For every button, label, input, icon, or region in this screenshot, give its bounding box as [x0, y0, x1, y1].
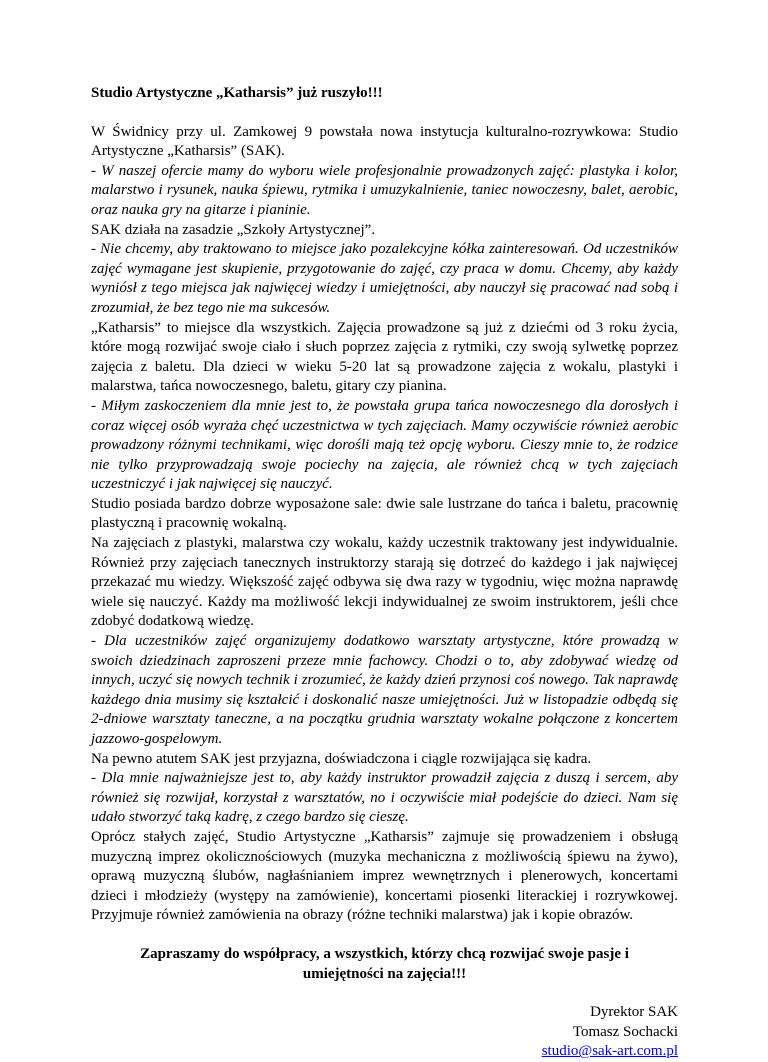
quote-expectations: - Nie chcemy, aby traktowano to miejsce jako pozalekcyjne kółka zainteresowań. Od uczestników zajęć wymagane jest skupienie, przygotowanie do zajęć, czy praca w domu. Chcemy, aby każdy wyniósł z tego miejsca jak najwięcej wiedzy i umiejętności, aby nauczył się pracować nad sobą i zrozumiał, że bez tego nie ma sukcesów.	[91, 241, 678, 316]
article-body	[91, 123, 678, 926]
paragraph-staff: Na pewno atutem SAK jest przyjazna, doświadczona i ciągle rozwijająca się kadra.	[91, 750, 592, 767]
paragraph-rooms: Studio posiada bardzo dobrze wyposażone sale: dwie sale lustrzane do tańca i baletu, pracownię plastyczną i pracownię wokalną.	[91, 495, 678, 532]
quote-instructors: - Dla mnie najważniejsze jest to, aby każdy instruktor prowadził zajęcia z duszą i sercem, aby również się rozwijał, korzystał z warsztatów, no i oczywiście miał podejście do dzieci. Nam się udało stworzyć taką kadrę, z czego bardzo się cieszę.	[91, 770, 678, 826]
paragraph-for-everyone: „Katharsis” to miejsce dla wszystkich. Zajęcia prowadzone są już z dziećmi od 3 roku życia, które mogą rozwijać swoje ciało i słuch poprzez zajęcia z rytmiki, czy swoją sylwetkę poprzez zajęcia z baletu. Dla dzieci w wieku 5-20 lat są prowadzone zajęcia z wokalu, plastyki i malarstwa, tańca nowoczesnego, baletu, gitary czy pianina.	[91, 319, 678, 395]
signature-block	[91, 1003, 678, 1062]
quote-offer: - W naszej ofercie mamy do wyboru wiele profesjonalnie prowadzonych zajęć: plastyka i kolor, malarstwo i rysunek, nauka śpiewu, rytmika i umuzykalnienie, taniec nowoczesny, balet, aerobic, oraz nauka gry na gitarze i pianinie.	[91, 162, 678, 218]
document-title: Studio Artystyczne „Katharsis” już ruszyło!!!	[91, 85, 383, 101]
quote-workshops: - Dla uczestników zajęć organizujemy dodatkowo warsztaty artystyczne, które prowadzą w swoich dziedzinach zaproszeni przeze mnie fachowcy. Chodzi o to, aby zdobywać wiedzę od innych, uczyć się nowych technik i zrozumieć, że każdy dzień przynosi coś nowego. Tak naprawdę każdego dnia musimy się kształcić i doskonalić nasze umiejętności. Już w listopadzie odbędą się 2-dniowe warsztaty taneczne, a na początku grudnia warsztaty wokalne połączone z koncertem jazzowo-gospelowym.	[91, 633, 678, 747]
paragraph-intro: W Świdnicy przy ul. Zamkowej 9 powstała nowa instytucja kulturalno-rozrywkowa: Studio Artystyczne „Katharsis” (SAK).	[91, 123, 678, 160]
signature-role: Dyrektor SAK	[590, 1004, 678, 1021]
paragraph-school: SAK działa na zasadzie „Szkoły Artystycznej”.	[91, 221, 376, 238]
quote-adults: - Miłym zaskoczeniem dla mnie jest to, że powstała grupa tańca nowoczesnego dla dorosłych i coraz więcej osób wyraża chęć uczestnictwa w tych zajęciach. Mamy oczywiście również aerobic prowadzony różnymi technikami, więc dorośli mają też opcję wyboru. Cieszy mnie to, że rodzice nie tylko przyprowadzają swoje pociechy na zajęcia, ale również chcą w tych zajęciach uczestniczyć i jak najwięcej się nauczyć.	[91, 397, 678, 493]
signature-name: Tomasz Sochacki	[572, 1023, 678, 1040]
email-link[interactable]: studio@sak-art.com.pl	[541, 1043, 678, 1060]
document-page	[91, 84, 678, 1062]
closing-invitation: Zapraszamy do współpracy, a wszystkich, którzy chcą rozwijać swoje pasje i umiejętności na zajęcia!!!	[140, 945, 629, 982]
paragraph-individual: Na zajęciach z plastyki, malarstwa czy wokalu, każdy uczestnik traktowany jest indywidualnie. Również przy zajęciach tanecznych instruktorzy starają się dotrzeć do każdego i jak najwięcej przekazać mu wiedzy. Większość zajęć odbywa się dwa razy w tygodniu, więc można naprawdę wiele się nauczyć. Każdy ma możliwość lekcji indywidualnej ze swoim instruktorem, jeśli chce zdobyć dodatkową wiedzę.	[91, 535, 678, 630]
paragraph-services: Oprócz stałych zajęć, Studio Artystyczne „Katharsis” zajmuje się prowadzeniem i obsługą muzyczną imprez okolicznościowych (muzyka mechaniczna z możliwością śpiewu na żywo), oprawą muzyczną ślubów, nagłaśnianiem imprez wewnętrznych i plenerowych, koncertami dzieci i młodzieży (występy na zamówienie), koncertami piosenki literackiej i rozrywkowej. Przyjmuje również zamówienia na obrazy (różne techniki malarstwa) jak i kopie obrazów.	[91, 828, 678, 924]
